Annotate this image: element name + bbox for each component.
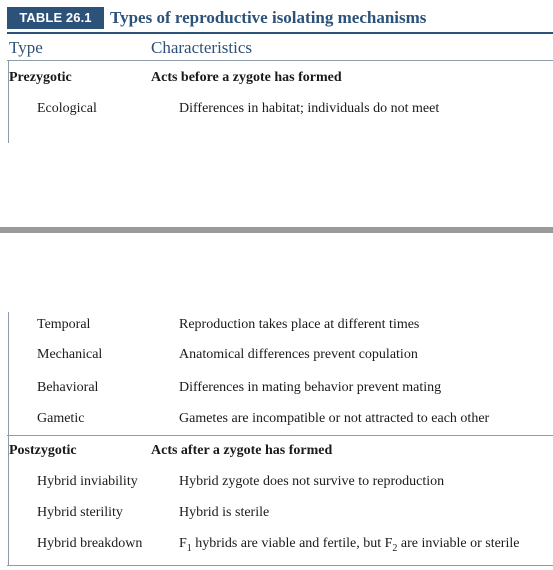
mechanism-type: Mechanical (37, 347, 103, 362)
mechanism-type: Behavioral (37, 380, 99, 395)
bottom-rule (7, 565, 553, 566)
mechanism-type: Hybrid sterility (37, 505, 123, 520)
category-label-prezygotic: Prezygotic (9, 70, 72, 85)
mechanism-type: Hybrid breakdown (37, 536, 143, 551)
mechanism-type: Ecological (37, 101, 97, 116)
section-divider-line (8, 312, 9, 435)
mechanism-description: Hybrid is sterile (179, 505, 270, 520)
description-text: hybrids are viable and fertile, but F (191, 536, 393, 551)
description-text: F (179, 536, 187, 551)
table-title: Types of reproductive isolating mechanisms (110, 8, 427, 27)
section-rule (7, 435, 553, 436)
mechanism-description: Reproduction takes place at different times (179, 317, 420, 332)
mechanism-description: Differences in mating behavior prevent mating (179, 380, 442, 395)
category-label-postzygotic: Postzygotic (9, 443, 77, 458)
mechanism-description (179, 536, 519, 554)
mechanism-description: Anatomical differences prevent copulation (179, 347, 418, 362)
column-header-characteristics: Characteristics (151, 38, 253, 57)
subscript: 2 (392, 542, 398, 554)
header-rule (7, 60, 553, 61)
table-caption (7, 6, 553, 31)
subscript: 1 (186, 542, 192, 554)
top-rule (7, 32, 553, 34)
mechanism-description: Differences in habitat; individuals do not meet (179, 101, 440, 116)
page-break-bar (0, 227, 553, 233)
description-text: are inviable or sterile (397, 536, 520, 551)
category-description-postzygotic: Acts after a zygote has formed (151, 443, 333, 458)
mechanism-type: Gametic (37, 411, 85, 426)
mechanism-description: Hybrid zygote does not survive to reproduction (179, 474, 445, 489)
mechanism-type: Temporal (37, 317, 91, 332)
mechanism-type: Hybrid inviability (37, 474, 138, 489)
mechanism-description: Gametes are incompatible or not attracted to each other (179, 411, 490, 426)
category-description-prezygotic: Acts before a zygote has formed (151, 70, 342, 85)
table-number-badge: TABLE 26.1 (7, 7, 104, 29)
column-header-type: Type (9, 38, 43, 57)
